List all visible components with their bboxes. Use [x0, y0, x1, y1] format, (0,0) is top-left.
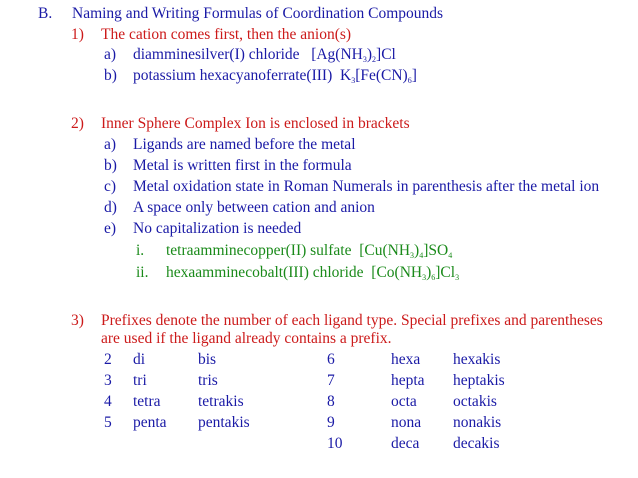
point-1-example-a — [104, 46, 396, 64]
example-label: b) — [104, 67, 117, 84]
point-2-subexample-ii: ii. hexaamminecobalt(III) chloride $[Co(NH_3)_6]Cl_3$ — [136, 264, 460, 282]
section-heading — [38, 5, 444, 23]
slide: B. Naming and Writing Formulas of Coordination Compounds 1) The cation comes first, then the anion(s) a) diamminesilver(I) chloride $[Ag(NH_3)_2]Cl$ b) potassium hexacyanoferrate(III) $K_3[Fe(CN)_6]$ 2) Inner Sphere Complex Ion is enclosed in brackets a) Ligands are named before the metal b) Metal is written first in the formula c) Metal oxidation state in Roman Numerals in parenthesis after the metal ion d) A space only between cation and anion e) No capitalization is needed i. tetraamminecopper(II) sulfate $[Cu(NH_3)_4]SO_4$ ii. hexaamminecobalt(III) chloride $[Co(NH_3)_6]Cl_3$ 3) Prefixes denote the number of each ligand type. Special prefixes and parentheses are used if the ligand already contains a prefix. 2 di bis 6 hexa hexakis 3 tri tris 7 hepta heptakis 4 tetra tetrakis 8 octa octakis 5 penta pentakis 9 nona nonakis 10 deca decakis — [38, 5, 603, 452]
point-3-number: 3) — [71, 312, 84, 329]
point-1-example-b — [104, 67, 417, 85]
point-2-item-a: a) Ligands are named before the metal — [104, 136, 356, 153]
point-3-text: Prefixes denote the number of each ligand type. Special prefixes and parentheses — [101, 312, 603, 329]
section-marker: B. — [38, 5, 53, 22]
example-text: potassium hexacyanoferrate(III) $K_3[Fe(CN)_6]$ — [133, 67, 417, 85]
point-2-item-d: d) A space only between cation and anion — [104, 199, 375, 216]
point-2-item-b: b) Metal is written first in the formula — [104, 157, 352, 174]
point-2-subexample-i: i. tetraamminecopper(II) sulfate $[Cu(NH_3)_4]SO_4$ — [136, 242, 453, 260]
point-2-item-c: c) Metal oxidation state in Roman Numerals in parenthesis after the metal ion — [104, 178, 600, 195]
point-2-item-e: e) No capitalization is needed — [104, 220, 302, 237]
point-1 — [71, 26, 352, 44]
point-1-text: The cation comes first, then the anion(s) — [101, 26, 352, 43]
point-2-number: 2) — [71, 115, 84, 132]
point-2 — [71, 115, 410, 133]
point-2-text: Inner Sphere Complex Ion is enclosed in brackets — [101, 115, 410, 132]
point-3 — [71, 312, 603, 330]
point-1-number: 1) — [71, 26, 84, 43]
section-title: Naming and Writing Formulas of Coordination Compounds — [72, 5, 444, 22]
example-text: diamminesilver(I) chloride $[Ag(NH_3)_2]Cl$ — [133, 46, 396, 64]
point-3-text-cont: are used if the ligand already contains a prefix. — [101, 330, 392, 347]
example-label: a) — [104, 46, 117, 63]
